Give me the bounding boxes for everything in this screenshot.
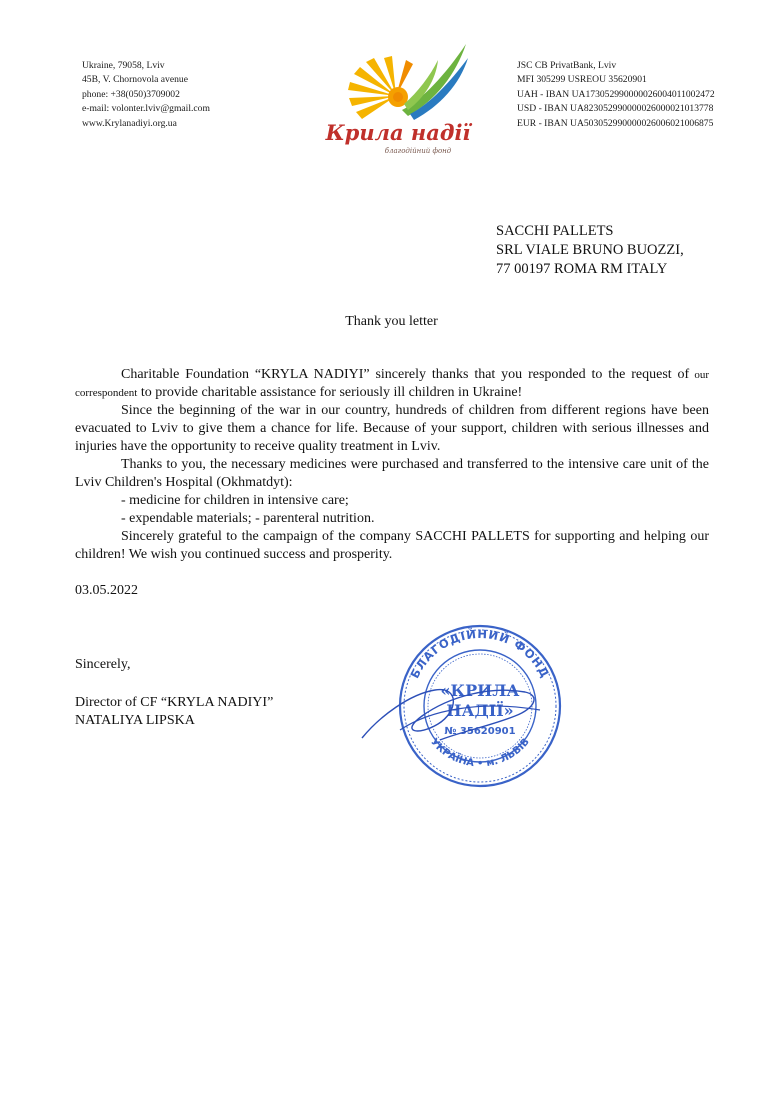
stamp-line-2: НАДІЇ» — [446, 701, 514, 720]
paragraph-4: Sincerely grateful to the campaign of the company SACCHI PALLETS for supporting and helping our children! We wish you continued success and prosperity. — [75, 529, 709, 562]
stamp-bottom-text: УКРАЇНА • м. ЛЬВІВ — [428, 736, 532, 770]
stamp-outer-text: БЛАГОДІЙНИЙ ФОНД — [407, 626, 553, 681]
contact-line: Ukraine, 79058, Lviv — [82, 60, 165, 71]
paragraph-1-start: Charitable Foundation “KRYLA NADIYI” sincerely thanks that you responded to the request of — [121, 367, 690, 382]
signer-title: Director of CF “KRYLA NADIYI” — [75, 695, 274, 710]
bank-line: JSC CB PrivatBank, Lviv — [517, 60, 617, 71]
bank-line: EUR - IBAN UA503052990000026006021006875 — [517, 117, 714, 129]
official-stamp — [340, 620, 570, 790]
paragraph-2: Since the beginning of the war in our country, hundreds of children from different regions have been evacuated to Lviv to give them a chance for life. Because of your support, children with serious illnesses and injuries have the opportunity to receive quality treatment in Lviv. — [75, 403, 709, 454]
recipient-line: SRL VIALE BRUNO BUOZZI, — [496, 242, 684, 258]
paragraph-3: Thanks to you, the necessary medicines were purchased and transferred to the intensive care unit of the Lviv Children's Hospital (Okhmatdyt): — [75, 457, 709, 490]
contact-line: www.Krylanadiyi.org.ua — [82, 117, 177, 129]
letter-subject: Thank you letter — [345, 314, 438, 329]
stamp-line-1: «КРИЛА — [440, 681, 520, 700]
contact-line: e-mail: volonter.lviv@gmail.com — [82, 103, 210, 115]
recipient-line: SACCHI PALLETS — [496, 223, 614, 239]
letter-date: 03.05.2022 — [75, 583, 138, 598]
paragraph-1 — [75, 366, 709, 402]
closing-salutation: Sincerely, — [75, 657, 131, 672]
logo-subtext: благодійний фонд — [384, 147, 452, 155]
foundation-logo — [318, 40, 478, 158]
paragraph-1-small: our correspondent — [75, 369, 709, 399]
bank-details-block — [517, 59, 715, 131]
bank-line: USD - IBAN UA823052990000026000021013778 — [517, 103, 714, 115]
stamp-number: № 35620901 — [444, 726, 516, 737]
contact-line: 45B, V. Chornovola avenue — [82, 74, 188, 86]
contact-line: phone: +38(050)3709002 — [82, 88, 180, 100]
bank-line: MFI 305299 USREOU 35620901 — [517, 74, 647, 86]
list-item: - medicine for children in intensive care; — [121, 493, 349, 508]
svg-text:УКРАЇНА • м. ЛЬВІВ — [428, 737, 532, 770]
svg-text:БЛАГОДІЙНИЙ ФОНД — [408, 626, 553, 681]
signer-name: NATALIYA LIPSKA — [75, 713, 195, 728]
recipient-address — [496, 222, 684, 279]
letter-body — [75, 366, 709, 564]
bank-line: UAH - IBAN UA173052990000026004011002472 — [517, 88, 715, 100]
contact-block — [82, 59, 210, 131]
logo-wordmark: Крила надії — [325, 120, 471, 145]
recipient-line: 77 00197 ROMA RM ITALY — [496, 261, 668, 277]
paragraph-1-end: to provide charitable assistance for seriously ill children in Ukraine! — [137, 385, 523, 400]
signature-block — [75, 694, 273, 730]
list-item: - expendable materials; - parenteral nutrition. — [121, 511, 375, 526]
